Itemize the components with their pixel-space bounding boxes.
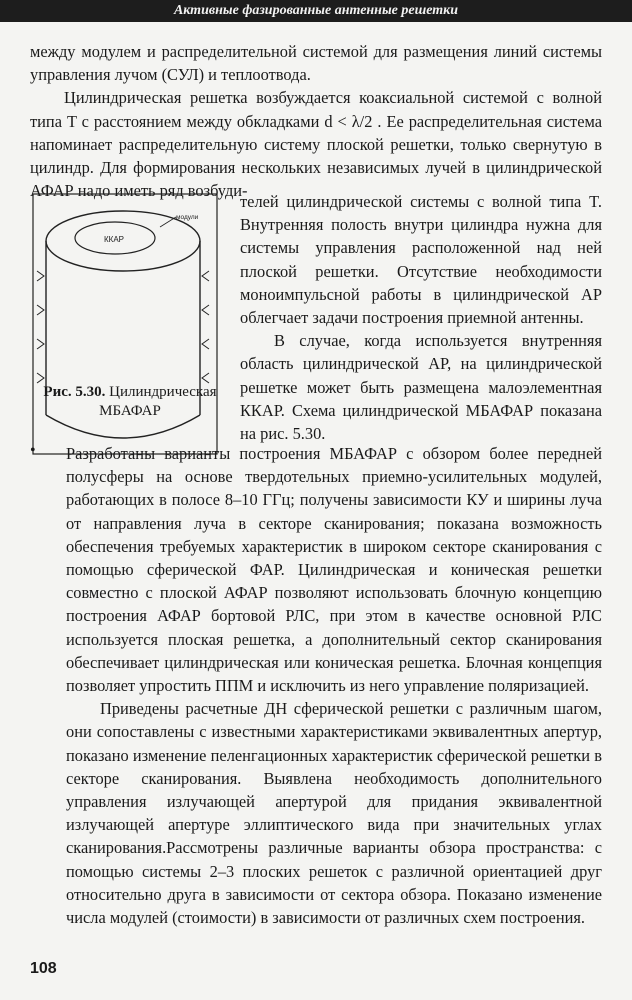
module-arrow-right-3 [202, 339, 209, 349]
side-text [240, 190, 602, 445]
paragraph-wrap-2: В случае, когда используется внутренняя область цилиндрической АР, на цилиндрической решетке может быть размещена малоэлементная ККАР. Схема цилиндрической МБАФАР показана на рис. 5.30. [240, 331, 602, 444]
module-arrow-right-2 [202, 305, 209, 315]
paragraph-wrap-1: телей цилиндрической системы с волной типа T. Внутренняя полость внутри цилиндра нужна для системы управления расположенной над ней плоской решетки. Отсутствие необходимости моноимпульсной работы в цилиндрической АР облегчает задачи построения приемной антенны. [240, 192, 602, 328]
module-arrow-left-2 [37, 305, 44, 315]
module-arrow-left-1 [37, 271, 44, 281]
page-number: 108 [30, 960, 57, 977]
running-header-title: Активные фазированные антенные решетки [173, 3, 459, 18]
paragraph-continuation: между модулем и распределительной системой для размещения линий системы управления лучом (СУЛ) и теплоотвода. [30, 42, 602, 85]
paragraph-cylindrical-array: Цилиндрическая решетка возбуждается коаксиальной системой с волной типа T с расстоянием между обкладками d < λ/2 . Ее распределительная система напоминает распределительную систему плоской решетки, только свернутую в цилиндр. Для формирования нескольких независимых лучей в цилиндрической АФАР надо иметь ряд возбуди- [30, 88, 602, 201]
module-arrow-left-3 [37, 339, 44, 349]
bullet-paragraph-2: Приведены расчетные ДН сферической решетки с различным шагом, они сопоставлены с известными характеристиками эквивалентных апертур, показано изменение пеленгационных характеристик сферической решетки в секторе сканирования. Выявлена необходимость дополнительного управления излучающей апертурой для придания эквивалентной излучающей апертуре эллиптического вида при значительных углах сканирования.Рассмотрены различные варианты обзора пространства: с помощью системы 2–3 плоских решеток с различной ориентацией друг относительно друга в зависимости от сектора обзора. Показано изменение числа модулей (стоимости) в зависимости от различных схем построения. [66, 699, 602, 928]
kkar-label: ККАР [104, 235, 124, 244]
modules-leader-line [160, 217, 176, 227]
bullet-mark: • [30, 442, 36, 459]
module-arrow-right-4 [202, 373, 209, 383]
module-arrow-right-1 [202, 271, 209, 281]
figure-caption-number: Рис. 5.30. [43, 384, 106, 400]
figure-caption [30, 383, 230, 421]
module-arrow-left-4 [37, 373, 44, 383]
bullet-text: Разработаны варианты построения МБАФАР с обзором более передней полусферы на основе твердотельных приемно-усилительных модулей, работающих в полосе 8–10 ГГц; получены зависимости КУ и ширины луча от направления луча в секторе сканирования; показана возможность обеспечения требуемых характеристик в широком секторе сканирования с помощью сферической ФАР. Цилиндрическая и коническая решетки совместно с плоской АФАР позволяют использовать блочную концепцию построения АФАР бортовой РЛС, при этом в качестве основной РЛС используется плоская решетка, а дополнительный сектор сканирования обеспечивает цилиндрическая или коническая решетка. Блочная концепция позволяет упростить ППМ и исключить из него управление поляризацией. [66, 444, 602, 696]
modules-label: модули [176, 214, 199, 221]
figure-caption-text: Цилиндрическая МБАФАР [99, 384, 217, 419]
running-header [0, 0, 632, 22]
bullet-item [30, 442, 602, 929]
top-text [30, 40, 602, 202]
